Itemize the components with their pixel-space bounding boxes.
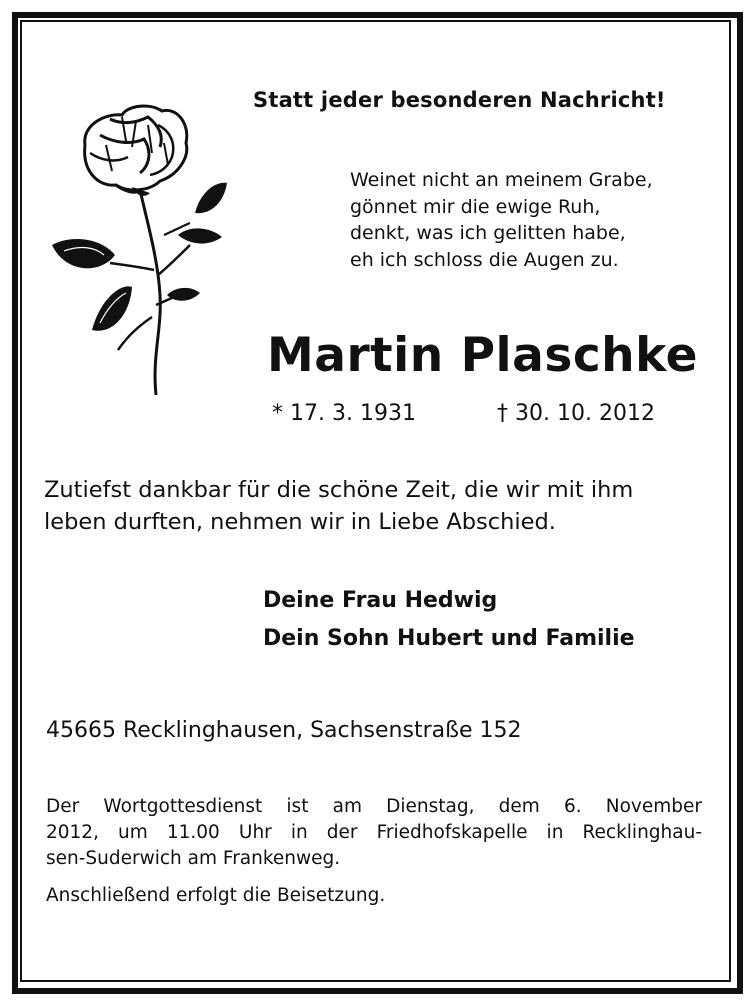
headline: Statt jeder besonderen Nachricht!: [253, 88, 666, 112]
burial-info: Anschließend erfolgt die Beisetzung.: [46, 885, 386, 906]
deceased-name: Martin Plaschke: [267, 328, 699, 383]
family-line: Deine Frau Hedwig: [263, 588, 498, 613]
death-date: † 30. 10. 2012: [497, 401, 655, 426]
service-line: 2012, um 11.00 Uhr in der Friedhofskapelle in Recklinghau-: [46, 822, 702, 843]
poem-line: denkt, was ich gelitten habe,: [350, 222, 626, 244]
poem-line: Weinet nicht an meinem Grabe,: [350, 169, 653, 191]
thanks-text: [44, 474, 633, 538]
service-info: [46, 794, 706, 872]
rose-icon: [40, 95, 240, 425]
family-signature: [263, 582, 635, 658]
birth-date: * 17. 3. 1931: [272, 401, 416, 426]
family-line: Dein Sohn Hubert und Familie: [263, 626, 635, 651]
thanks-line: Zutiefst dankbar für die schöne Zeit, die wir mit ihm: [44, 477, 634, 503]
service-line: sen-Suderwich am Frankenweg.: [46, 848, 341, 869]
thanks-line: leben durften, nehmen wir in Liebe Abschied.: [44, 509, 556, 535]
service-line: Der Wortgottesdienst ist am Dienstag, dem 6. November: [46, 796, 702, 817]
poem: [350, 167, 690, 273]
poem-line: gönnet mir die ewige Ruh,: [350, 195, 601, 218]
poem-line: eh ich schloss die Augen zu.: [350, 248, 619, 271]
address: 45665 Recklinghausen, Sachsenstraße 152: [46, 718, 522, 743]
